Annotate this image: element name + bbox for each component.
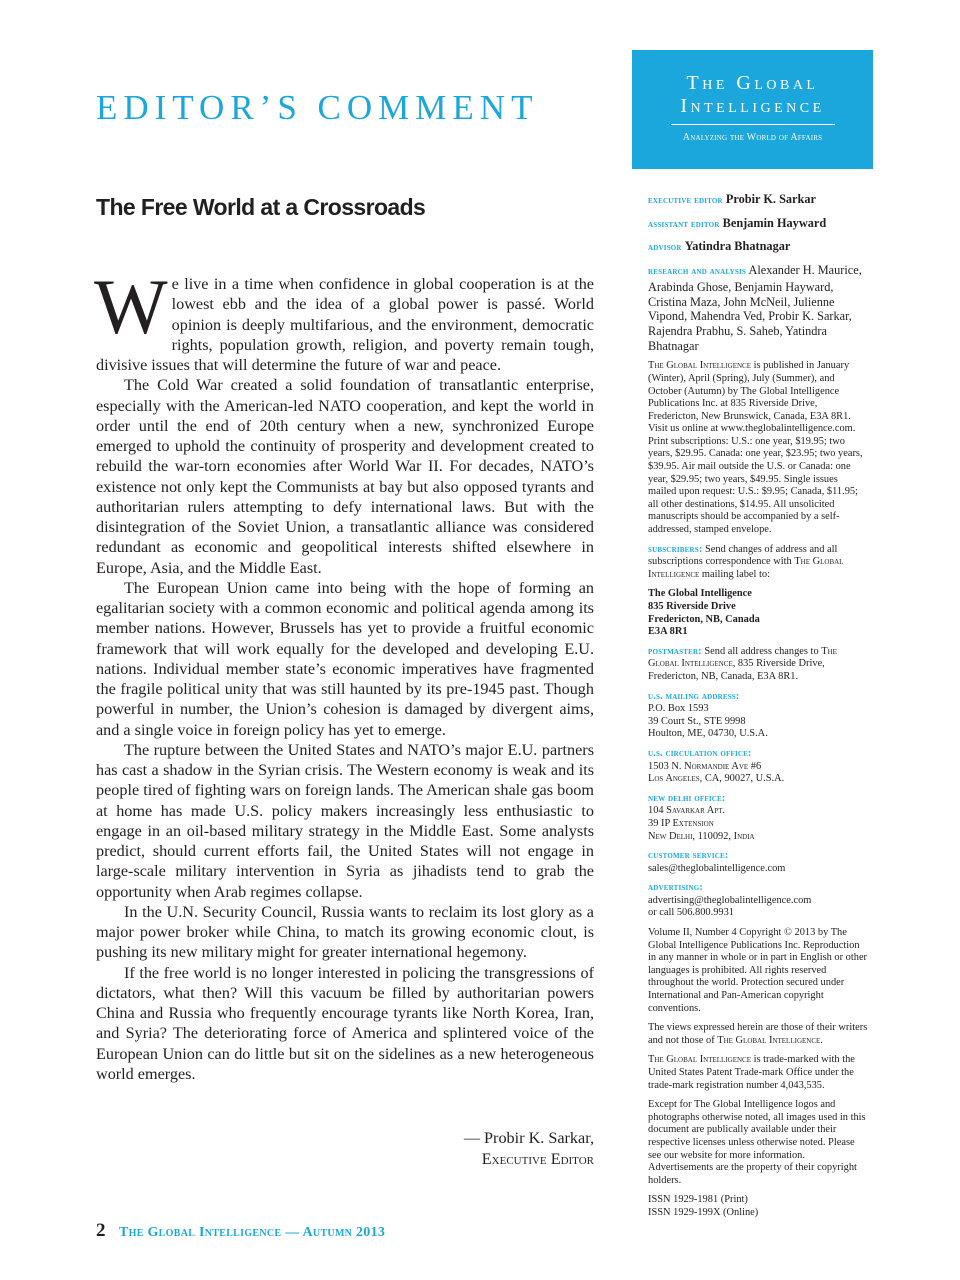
credit-names: Alexander H. Maurice, Arabinda Ghose, Benjamin Hayward, Cristina Maza, John McNeil, Julienne Vipond, Mahendra Ved, Probir K. Sarkar, Rajendra Prabhu, S. Saheb, Yatindra Bhatnagar (648, 263, 862, 353)
mailing-label-address (648, 588, 868, 638)
drop-cap: W (94, 263, 168, 350)
info-text: is trade-marked with the United States Patent Trade-mark Office under the trade-mark registration number 4,043,535. (648, 1054, 855, 1091)
info-text: Send changes of address and all subscriptions correspondence with (648, 543, 838, 568)
address-line: Los Angeles, CA, 90027, U.S.A. (648, 773, 785, 785)
address-line: E3A 8R1 (648, 626, 688, 638)
footer-text: The Global Intelligence — Autumn 2013 (119, 1225, 386, 1240)
info-label: subscribers: (648, 543, 703, 555)
address-line: Houlton, ME, 04730, U.S.A. (648, 728, 768, 740)
publication-name: The Global Intelligence (648, 556, 844, 580)
credit-label: research and analysis (648, 266, 747, 278)
info-text: , 835 Riverside Drive, Fredericton, NB, Canada, E3A 8R1. (648, 658, 825, 682)
page-footer (96, 1220, 385, 1242)
article-title: The Free World at a Crossroads (96, 194, 426, 220)
credit-label: assistant editor (648, 218, 720, 230)
customer-service (648, 850, 868, 875)
subscribers-info (648, 544, 868, 582)
info-text: Send all address changes to (704, 645, 819, 657)
advertising (648, 882, 868, 920)
article-paragraph-2: The Cold War created a solid foundation of transatlantic enterprise, especially with the American-led NATO cooperation, and kept the world in order until the end of 20th century when a new, synchronized Europe emerged to uphold the continuity of prosperity and development created to rebuild the war-torn economies after World War II. For decades, NATO’s existence not only kept the Communists at bay but also opposed tyrants and authoritarian rulers attempting to defy international laws. But with the disintegration of the Soviet Union, a transatlantic alliance was considered redundant as economic and geopolitical interests shifted elsewhere in Europe, Asia, and the Middle East. (96, 376, 594, 577)
credit-assistant-editor (648, 216, 868, 233)
address-line: 104 Savarkar Apt. (648, 805, 726, 817)
masthead-title (632, 72, 873, 118)
issn-online: ISSN 1929-199X (Online) (648, 1206, 759, 1218)
paragraph-text: e live in a time when confidence in global cooperation is at the lowest ebb and the idea of a global power is passé. World opinion is deeply multifarious, and the environment, democratic rights, population growth, religion, and poverty remain tough, divisive issues that will determine the future of war and peace. (96, 275, 594, 374)
publication-name: The Global Intelligence (648, 645, 837, 670)
info-label: u.s. mailing address: (648, 690, 740, 702)
credit-executive-editor (648, 192, 868, 209)
address-line: The Global Intelligence (648, 588, 752, 600)
masthead-rule (671, 124, 835, 125)
signature-role: Executive Editor (481, 1150, 594, 1168)
postmaster-info (648, 646, 868, 684)
article-paragraph-6: If the free world is no longer interested in policing the transgressions of dictators, what then? Will this vacuum be filled by authoritarian powers China and Russia who frequently encourage tyrants like North Korea, Iran, and Syria? The deteriorating force of America and splintered voice of the European Union can do little but sit on the sidelines as a new heterogeneous world emerges. (96, 963, 594, 1083)
signature (96, 1128, 594, 1170)
article-paragraph-3: The European Union came into being with the hope of forming an egalitarian society with a common economic and political agenda among its member nations. However, Brussels has yet to provide a fruitful economic framework that will work equally for the developed and developing E.U. nations. Individual member state’s economic imperatives have fragmented the fragile political unity that was still haunted by its pre-1945 past. Though powerful in number, the Union’s cohesion is damaged by divergent aims, and a single voice in foreign policy has yet to emerge. (96, 578, 594, 739)
trademark-notice (648, 1054, 868, 1092)
copyright-notice: Volume II, Number 4 Copyright © 2013 by The Global Intelligence Publications Inc. Reproduction in any manner in whole or in part in English or other languages is prohibited. All rights reserved throughout the world. Protection secured under International and Pan-American copyright conventions. (648, 927, 868, 1014)
address-line: New Delhi, 110092, India (648, 830, 755, 842)
publication-text: is published in January (Winter), April (Spring), July (Summer), and October (Autumn) by The Global Intelligence Publications Inc. at 835 Riverside Drive, Fredericton, New Brunswick, Canada, E3A 8R1. Visit us online at www.theglobalintelligence.com. Print subscriptions: U.S.: one year, $19.95; two years, $29.95. Canada: one year, $23.95; two years, $39.95. Air mail outside the U.S. or Canada: one year, $29.95; two years, $49.95. Single issues mailed upon request: U.S.: $9.95; Canada, $11.95; all other destinations, $14.95. All unsolicited manuscripts should be accompanied by a self-addressed, stamped envelope. (648, 360, 863, 536)
address-line: 39 Court St., STE 9998 (648, 715, 746, 727)
address-line: 39 IP Extension (648, 817, 714, 829)
publication-name: The Global Intelligence. (717, 1034, 823, 1046)
info-label: postmaster: (648, 645, 702, 657)
email-link[interactable]: sales@theglobalintelligence.com (648, 862, 786, 874)
section-heading: EDITOR’S COMMENT (96, 88, 539, 127)
credit-label: executive editor (648, 195, 723, 206)
credit-name: Benjamin Hayward (722, 215, 827, 230)
article-body (94, 263, 594, 1084)
address-line: Fredericton, NB, Canada (648, 613, 760, 625)
publication-name: The Global Intelligence (648, 360, 751, 372)
publication-name: The Global Intelligence (648, 1054, 751, 1066)
views-disclaimer (648, 1022, 868, 1047)
info-text: The views expressed herein are those of their writers and not those of (648, 1022, 868, 1046)
image-notice: Except for The Global Intelligence logos and photographs otherwise noted, all images used in this document are publically available under their respective licenses unless otherwise noted. Please see our website for more information. Advertisements are the property of their copyright holders. (648, 1099, 866, 1186)
article-paragraph-4: The rupture between the United States and NATO’s major E.U. partners has cast a shadow in the Syrian crisis. The Western economy is weak and its people tired of fighting wars on foreign lands. The American shale gas boom at home has made U.S. policy makers increasingly less enthusiastic to engage in an oil-based military strategy in the Middle East. Some analysts predict, should current efforts fail, the United States will not engage in large-scale military intervention in Syria as jihadists tend to grab the opportunity when Arab regimes collapse. (96, 740, 594, 901)
publication-info (648, 360, 868, 536)
info-label: advertising: (648, 882, 703, 894)
us-mailing-address (648, 691, 868, 741)
phone-number: or call 506.800.9931 (648, 907, 734, 919)
issn-print: ISSN 1929-1981 (Print) (648, 1194, 748, 1206)
article-paragraph-5: In the U.N. Security Council, Russia wants to reclaim its lost glory as a major power broker while China, to match its growing economic clout, is pushing its new military might for greater international hegemony. (96, 902, 594, 962)
masthead-line-1: The Global (686, 72, 819, 94)
info-label: new delhi office: (648, 792, 726, 804)
credit-name: Yatindra Bhatnagar (684, 239, 791, 254)
address-line: 1503 N. Normandie Ave #6 (648, 760, 762, 772)
issn-info (648, 1194, 868, 1219)
us-circulation-office (648, 748, 868, 786)
masthead-tagline: Analyzing the World of Affairs (682, 132, 823, 143)
credit-label: advisor (648, 242, 682, 254)
info-text: mailing label to: (701, 568, 770, 580)
address-line: P.O. Box 1593 (648, 703, 709, 715)
signature-name: — Probir K. Sarkar, (463, 1129, 594, 1147)
masthead-logo (632, 50, 873, 169)
credit-advisor (648, 239, 868, 256)
new-delhi-office (648, 793, 868, 843)
email-link[interactable]: advertising@theglobalintelligence.com (648, 894, 812, 906)
info-label: u.s. circulation office: (648, 747, 752, 759)
address-line: 835 Riverside Drive (648, 601, 736, 613)
credits-column (648, 192, 868, 1227)
page-number: 2 (96, 1220, 106, 1241)
info-label: customer service: (648, 850, 729, 862)
article-paragraph-1 (94, 263, 594, 375)
credit-name: Probir K. Sarkar (725, 192, 816, 206)
credit-research (648, 263, 868, 353)
masthead-line-2: Intelligence (680, 95, 825, 117)
